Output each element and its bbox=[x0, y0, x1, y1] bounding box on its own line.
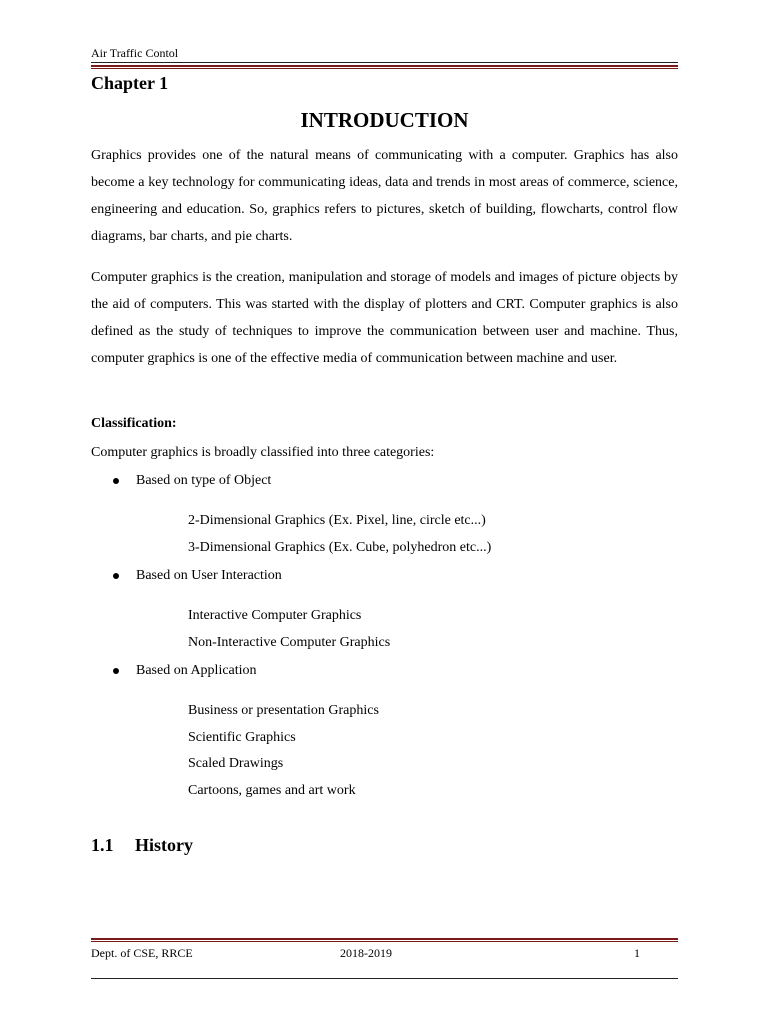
header-rule-double bbox=[91, 65, 678, 69]
classification-heading: Classification: bbox=[91, 416, 177, 431]
category-item: Non-Interactive Computer Graphics bbox=[188, 635, 391, 650]
category-item: Scaled Drawings bbox=[188, 756, 284, 771]
section-title: History bbox=[135, 835, 193, 855]
category-based-on-application: Based on Application bbox=[136, 663, 257, 678]
footer-page-number: 1 bbox=[634, 946, 640, 960]
classification-intro: Computer graphics is broadly classified into three categories: bbox=[91, 445, 435, 460]
page-title: INTRODUCTION bbox=[300, 108, 469, 132]
section-heading bbox=[91, 834, 193, 856]
footer-department: Dept. of CSE, RRCE bbox=[91, 946, 193, 960]
category-item: 2-Dimensional Graphics (Ex. Pixel, line, circle etc...) bbox=[188, 513, 486, 528]
bullet-icon bbox=[113, 668, 119, 674]
category-item: Scientific Graphics bbox=[188, 730, 296, 745]
running-header: Air Traffic Contol bbox=[91, 46, 179, 60]
category-item: 3-Dimensional Graphics (Ex. Cube, polyhedron etc...) bbox=[188, 540, 492, 555]
category-item: Cartoons, games and art work bbox=[188, 783, 356, 798]
intro-paragraph-2: Computer graphics is the creation, manipulation and storage of models and images of picture objects by the aid of computers. This was started with the display of plotters and CRT. Computer graphics is also defined as the study of techniques to improve the communication between user and machine. Thus, computer graphics is one of the effective media of communication between machine and user. bbox=[91, 270, 678, 366]
footer-rule-double bbox=[91, 938, 678, 942]
category-based-on-interaction: Based on User Interaction bbox=[136, 568, 282, 583]
bullet-icon bbox=[113, 573, 119, 579]
footer-year: 2018-2019 bbox=[340, 946, 392, 960]
bullet-icon bbox=[113, 478, 119, 484]
intro-paragraph-1: Graphics provides one of the natural means of communicating with a computer. Graphics has also become a key technology for communicating ideas, data and trends in most areas of commerce, science, engineering and education. So, graphics refers to pictures, sketch of building, flowcharts, control flow diagrams, bar charts, and pie charts. bbox=[91, 148, 678, 244]
footer-rule-thin bbox=[91, 978, 678, 979]
category-item: Interactive Computer Graphics bbox=[188, 608, 362, 623]
chapter-label: Chapter 1 bbox=[91, 73, 169, 93]
category-based-on-object: Based on type of Object bbox=[136, 473, 272, 488]
category-item: Business or presentation Graphics bbox=[188, 703, 379, 718]
section-number: 1.1 bbox=[91, 835, 114, 855]
header-rule-thin bbox=[91, 62, 678, 63]
